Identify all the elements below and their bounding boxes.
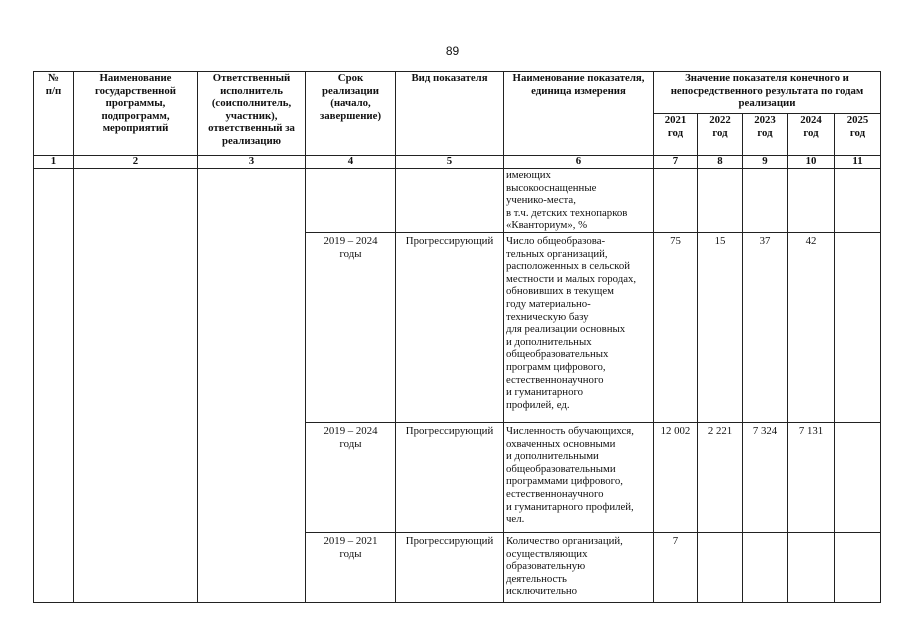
cell-value-2025 [835,533,881,603]
cell-period: 2019 – 2024 годы [306,233,396,423]
cell-period: 2019 – 2021 годы [306,533,396,603]
cell-period: 2019 – 2024 годы [306,423,396,533]
cell-value-2022: 15 [698,233,743,423]
cell-value-2023: 37 [743,233,788,423]
cell-value-2021 [654,169,698,233]
column-number: 3 [198,156,306,169]
column-number: 11 [835,156,881,169]
column-number: 5 [396,156,504,169]
header-year-2022: 2022 год [698,114,743,156]
header-indicator: Наименование показателя, единица измерения [504,72,654,156]
cell-kind: Прогрессирующий [396,423,504,533]
header-year-2021: 2021 год [654,114,698,156]
header-year-2024: 2024 год [788,114,835,156]
header-year-2023: 2023 год [743,114,788,156]
cell-program-empty [74,169,198,603]
cell-value-2023 [743,169,788,233]
header-period: Срок реализации (начало, завершение) [306,72,396,156]
cell-indicator: Количество организаций, осуществляющих образовательную деятельность исключительно [504,533,654,603]
indicators-table [33,71,881,603]
column-number: 1 [34,156,74,169]
cell-value-2021: 12 002 [654,423,698,533]
cell-value-2025 [835,233,881,423]
cell-indicator: имеющих высокооснащенные ученико-места, в т.ч. детских технопарков «Кванториум», % [504,169,654,233]
cell-value-2022: 2 221 [698,423,743,533]
cell-value-2024: 42 [788,233,835,423]
cell-value-2024: 7 131 [788,423,835,533]
cell-value-2022 [698,169,743,233]
column-number: 6 [504,156,654,169]
cell-value-2021: 75 [654,233,698,423]
cell-value-2025 [835,169,881,233]
header-values-group: Значение показателя конечного и непосредственного результата по годам реализации [654,72,881,114]
header-kind: Вид показателя [396,72,504,156]
header-program: Наименование государственной программы, подпрограмм, мероприятий [74,72,198,156]
cell-value-2024 [788,533,835,603]
cell-value-2023: 7 324 [743,423,788,533]
header-num: № п/п [34,72,74,156]
table-row [34,169,881,233]
cell-kind [396,169,504,233]
cell-period [306,169,396,233]
cell-value-2023 [743,533,788,603]
cell-indicator: Численность обучающихся, охваченных основными и дополнительными общеобразовательными программами цифрового, естественнонаучного и гуманитарного профилей, чел. [504,423,654,533]
cell-kind: Прогрессирующий [396,533,504,603]
cell-responsible-empty [198,169,306,603]
header-year-2025: 2025 год [835,114,881,156]
page-number: 89 [445,44,460,58]
column-number-row [34,156,881,169]
column-number: 10 [788,156,835,169]
column-number: 2 [74,156,198,169]
cell-kind: Прогрессирующий [396,233,504,423]
header-responsible: Ответственный исполнитель (соисполнитель, участник), ответственный за реализацию [198,72,306,156]
column-number: 8 [698,156,743,169]
column-number: 4 [306,156,396,169]
cell-value-2021: 7 [654,533,698,603]
cell-value-2022 [698,533,743,603]
cell-indicator: Число общеобразова- тельных организаций, расположенных в сельской местности и малых городах, обновивших в текущем году материально- техническую базу для реализации основных и дополнительных общеобразовательных программ цифрового, естественнонаучного и гуманитарного профилей, ед. [504,233,654,423]
column-number: 7 [654,156,698,169]
column-number: 9 [743,156,788,169]
cell-value-2025 [835,423,881,533]
cell-value-2024 [788,169,835,233]
cell-num-empty [34,169,74,603]
